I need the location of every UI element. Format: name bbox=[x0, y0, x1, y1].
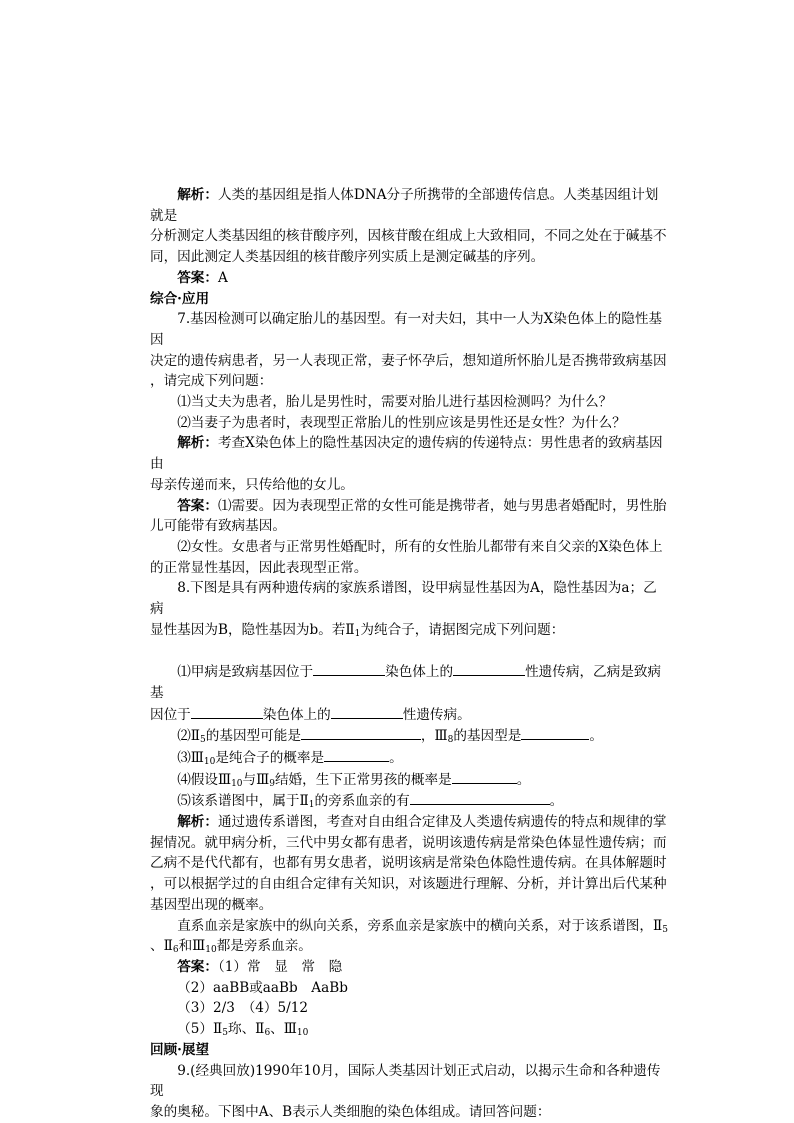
subscript: 6 bbox=[172, 945, 179, 956]
text-line: 决定的遗传病患者，另一人表现正常，妻子怀孕后，想知道所怀胎儿是否携带致病基因 bbox=[150, 352, 667, 369]
answer-blank[interactable] bbox=[313, 661, 385, 676]
answer-blank[interactable] bbox=[521, 725, 589, 740]
subscript: 10 bbox=[205, 945, 217, 956]
answer-blank[interactable] bbox=[191, 704, 263, 719]
subscript: 5 bbox=[222, 1028, 228, 1039]
text-line: （1）常 显 常 隐 bbox=[217, 959, 343, 975]
text-line: 乙病不是代代都有，也都有男女患者，说明该病是常染色体隐性遗传病。在具体解题时 bbox=[150, 855, 667, 872]
text-line bbox=[150, 936, 670, 957]
document-body bbox=[150, 185, 670, 1123]
text-span: ⑴甲病是致病基因位于 bbox=[177, 664, 314, 681]
text-line: 握情况。就甲病分析，三代中男女都有患者，说明该遗传病是常染色体显性遗传病；而 bbox=[150, 834, 667, 851]
answer-label: 答案： bbox=[177, 269, 218, 286]
text-line: 人类的基因组是指人体DNA分子所携带的全部遗传信息。人类基因组计划就是 bbox=[150, 187, 659, 224]
answer-blank[interactable] bbox=[453, 661, 525, 676]
text-span: 是纯合子的概率是 bbox=[215, 749, 325, 766]
answer-line bbox=[150, 496, 670, 517]
answer-blank[interactable] bbox=[452, 769, 517, 784]
text-span: 性遗传病，乙病是致病基 bbox=[150, 664, 662, 701]
text-line bbox=[150, 620, 670, 641]
question-8-sub-4 bbox=[150, 769, 670, 791]
subscript: 9 bbox=[269, 778, 275, 789]
section-heading: 综合·应用 bbox=[150, 290, 210, 307]
section-heading: 回顾·展望 bbox=[150, 1041, 210, 1058]
text-span: 结婚，生下正常男孩的概率是 bbox=[274, 771, 452, 788]
text-line: ，可以根据学过的自由组合定律有关知识，对该题进行理解、分析，并计算出后代某种 bbox=[150, 876, 667, 893]
text-span: 的旁系血亲的有 bbox=[314, 793, 410, 810]
analysis-label: 解析： bbox=[177, 187, 218, 203]
subscript: 5 bbox=[200, 735, 206, 746]
question-8-sub-2 bbox=[150, 725, 670, 747]
subscript: 5 bbox=[662, 924, 668, 935]
text-span: 性遗传病。 bbox=[402, 706, 471, 723]
text-span: 和Ⅲ bbox=[178, 938, 206, 955]
text-line: ，请完成下列问题： bbox=[150, 373, 273, 390]
text-span: ⑷假设Ⅲ bbox=[177, 771, 232, 788]
answer-label: 答案： bbox=[177, 959, 218, 975]
question-8-sub-5 bbox=[150, 790, 670, 812]
answer-blank[interactable] bbox=[410, 790, 550, 805]
text-span: 。 bbox=[389, 749, 403, 766]
text-span: 的基因型是 bbox=[453, 728, 522, 745]
text-span: 、Ⅲ bbox=[270, 1021, 297, 1038]
text-span: 。 bbox=[589, 728, 603, 745]
question-8-sub-1 bbox=[150, 661, 670, 703]
text-span: ，Ⅲ bbox=[420, 728, 448, 745]
text-span: 为纯合子，请据图完成下列问题： bbox=[360, 621, 565, 638]
analysis-label: 解析： bbox=[177, 435, 218, 452]
text-line: 基因型出现的概率。 bbox=[150, 896, 273, 913]
question-7-sub-1: ⑴当丈夫为患者，胎儿是男性时，需要对胎儿进行基因检测吗？为什么？ bbox=[177, 394, 613, 411]
text-span: 与Ⅲ bbox=[242, 771, 270, 788]
text-line: 通过遗传系谱图，考查对自由组合定律及人类遗传病遗传的特点和规律的掌 bbox=[217, 814, 667, 831]
text-span: ⑶Ⅲ bbox=[177, 749, 204, 766]
text-span: 因位于 bbox=[150, 706, 191, 723]
answer-line bbox=[150, 268, 670, 289]
text-line: ⑴需要。因为表现型正常的女性可能是携带者，她与男患者婚配时，男性胎 bbox=[217, 497, 667, 514]
text-span: 显性基因为B，隐性基因为b。若Ⅱ bbox=[150, 621, 355, 638]
text-span: ⑸该系谱图中，属于Ⅱ bbox=[177, 793, 309, 810]
text-span: 直系血亲是家族中的纵向关系，旁系血亲是家族中的横向关系，对于该系谱图，Ⅱ bbox=[177, 917, 663, 934]
text-span: 染色体上的 bbox=[385, 664, 454, 681]
text-line: 象的奥秘。下图中A、B表示人类细胞的染色体组成。请回答问题： bbox=[150, 1103, 551, 1120]
answer-line bbox=[150, 1019, 670, 1040]
subscript: 10 bbox=[296, 1028, 309, 1039]
text-line: 考查X染色体上的隐性基因决定的遗传病的传递特点：男性患者的致病基因由 bbox=[150, 435, 663, 473]
question-8-text: 8.下图是具有两种遗传病的家族系谱图，设甲病显性基因为A，隐性基因为a；乙病 bbox=[150, 580, 657, 618]
question-7-sub-2: ⑵当妻子为患者时，表现型正常胎儿的性别应该是男性还是女性？为什么？ bbox=[177, 414, 626, 431]
text-line: 的正常显性基因，因此表现型正常。 bbox=[150, 559, 368, 576]
text-span: 都是旁系血亲。 bbox=[216, 938, 312, 955]
analysis-paragraph bbox=[150, 185, 670, 226]
subscript: 10 bbox=[203, 756, 216, 767]
answer-value: A bbox=[217, 269, 228, 286]
subscript: 8 bbox=[447, 735, 454, 746]
text-line: ⑵女性。女患者与正常男性婚配时，所有的女性胎儿都带有来自父亲的X染色体上 bbox=[177, 538, 663, 555]
answer-label: 答案： bbox=[177, 497, 218, 514]
analysis-label: 解析： bbox=[177, 814, 218, 831]
text-span: 染色体上的 bbox=[262, 706, 331, 723]
answer-blank[interactable] bbox=[331, 704, 403, 719]
text-span: 、Ⅱ bbox=[150, 938, 173, 955]
analysis-paragraph bbox=[150, 812, 670, 833]
text-line: 儿可能带有致病基因。 bbox=[150, 518, 286, 535]
subscript: 1 bbox=[308, 800, 315, 811]
text-line bbox=[150, 704, 670, 726]
text-span: 珎、Ⅱ bbox=[228, 1021, 265, 1038]
text-line bbox=[150, 916, 670, 937]
text-line: 同，因此测定人类基因组的核苷酸序列实质上是测定碱基的序列。 bbox=[150, 249, 545, 266]
text-span: （5）Ⅱ bbox=[177, 1021, 223, 1038]
text-span: 的基因型可能是 bbox=[205, 728, 301, 745]
text-line: 分析测定人类基因组的核苷酸序列，因核苷酸在组成上大致相同，不同之处在于碱基不 bbox=[150, 228, 667, 245]
answer-line: （3）2/3 （4）5/12 bbox=[177, 1000, 309, 1017]
subscript: 1 bbox=[354, 628, 361, 639]
text-span: ⑵Ⅱ bbox=[177, 728, 201, 745]
question-9-text: 9.(经典回放)1990年10月，国际人类基因计划正式启动，以揭示生命和各种遗传现 bbox=[150, 1062, 661, 1100]
answer-blank[interactable] bbox=[324, 747, 389, 762]
text-span: 。 bbox=[516, 771, 531, 788]
subscript: 6 bbox=[264, 1028, 271, 1039]
subscript: 10 bbox=[231, 778, 243, 789]
answer-line bbox=[150, 957, 670, 978]
pedigree-figure-gap bbox=[150, 640, 670, 661]
question-7-text: 7.基因检测可以确定胎儿的基因型。有一对夫妇，其中一人为X染色体上的隐性基因 bbox=[150, 311, 663, 348]
answer-blank[interactable] bbox=[301, 725, 421, 740]
answer-line: （2）aaBB或aaBb AaBb bbox=[177, 979, 348, 996]
text-line: 母亲传递而来，只传给他的女儿。 bbox=[150, 476, 354, 493]
text-span: 。 bbox=[549, 793, 564, 810]
analysis-paragraph bbox=[150, 433, 670, 474]
question-8-sub-3 bbox=[150, 747, 670, 769]
